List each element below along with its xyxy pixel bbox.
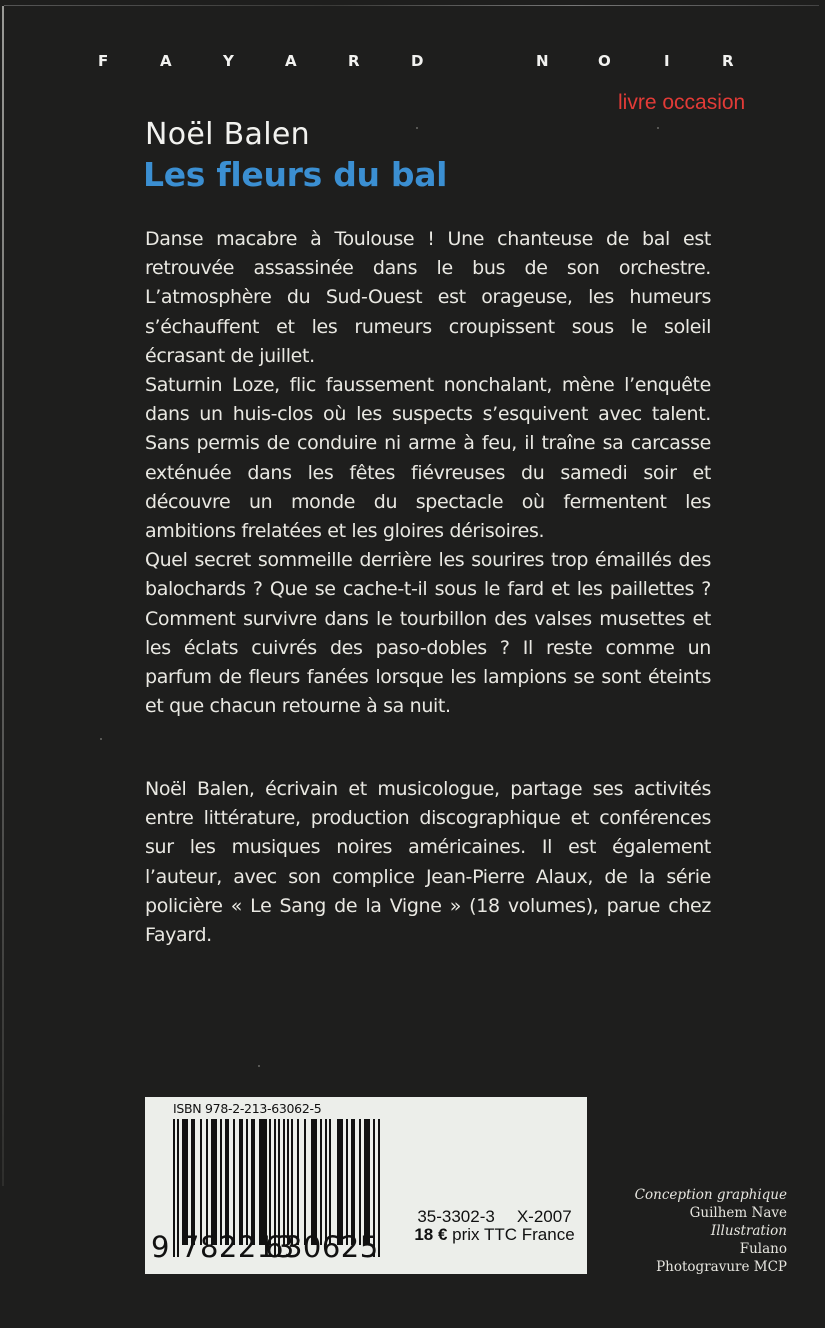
credit-name: Guilhem Nave — [689, 1205, 787, 1221]
bio-paragraph: Noël Balen, écrivain et musicologue, partage ses activités entre littérature, production discographique et conférences sur les musiques noires américaines. Il est également l’auteur, avec son complice Jean-Pierre Alaux, de la série policière « Le Sang de la Vigne » (18 volumes), parue chez Fayard. — [145, 778, 711, 947]
credits — [567, 1186, 787, 1276]
series-letter: R — [722, 52, 734, 70]
blurb-paragraph: Saturnin Loze, flic faussement nonchalant, mène l’enquête dans un huis-clos où les suspects s’esquivent avec talent. Sans permis de conduire ni arme à feu, il traîne sa carcasse exténuée dans les fêtes fiévreuses du samedi soir et découvre un monde du spectacle où fermentent les ambitions frelatées et les gloires dérisoires. — [145, 374, 711, 543]
barcode-label — [145, 1097, 587, 1274]
blurb-paragraph: Quel secret sommeille derrière les sourires trop émaillés des balochards ? Que se cache-t-il sous le fard et les paillettes ? Comment survivre dans le tourbillon des valses musettes et les éclats cuivrés des paso-dobles ? Il reste comme un parfum de fleurs fanées lorsque les lampions se sont éteints et que chacun retourne à sa nuit. — [145, 549, 711, 718]
credit-role: Illustration — [710, 1223, 787, 1239]
blurb-paragraph: Danse macabre à Toulouse ! Une chanteuse de bal est retrouvée assassinée dans le bus de son orchestre. L’atmosphère du Sud-Ouest est orageuse, les humeurs s’échauffent et les rumeurs croupissent sous le soleil écrasant de juillet. — [145, 228, 711, 367]
author-bio — [145, 775, 711, 950]
price-row — [407, 1226, 582, 1244]
series-letter: I — [664, 52, 670, 70]
series-letter: A — [285, 52, 297, 70]
credit-role: Conception graphique — [634, 1187, 787, 1203]
series-letter: Y — [223, 52, 234, 70]
cover-top-edge — [4, 5, 819, 6]
credit-name: Photogravure MCP — [656, 1259, 787, 1275]
isbn-number: ISBN 978-2-213-63062-5 — [173, 1101, 322, 1116]
dust-speck — [657, 127, 659, 129]
price-amount: 18 € — [414, 1225, 448, 1244]
reference-row — [407, 1208, 582, 1226]
series-letter: A — [160, 52, 172, 70]
price-info — [407, 1208, 582, 1244]
used-book-badge: livre occasion — [618, 91, 746, 114]
reference-code: 35-3302-3 — [417, 1207, 495, 1226]
date-code: X-2007 — [516, 1207, 572, 1226]
series-letter: R — [348, 52, 360, 70]
author-name: Noël Balen — [145, 117, 310, 152]
series-letter: N — [536, 52, 549, 70]
ean-right-group: 630625 — [265, 1230, 379, 1264]
series-letter: F — [98, 52, 109, 70]
dust-speck — [100, 738, 102, 740]
book-title: Les fleurs du bal — [143, 155, 448, 194]
credit-name: Fulano — [739, 1241, 787, 1257]
dust-speck — [258, 1065, 260, 1067]
series-name — [0, 52, 825, 76]
series-letter: O — [598, 52, 611, 70]
dust-speck — [416, 127, 418, 129]
book-blurb — [145, 225, 711, 721]
ean-left-group: 782213 — [181, 1230, 295, 1264]
ean-first-digit: 9 — [151, 1230, 170, 1264]
series-letter: D — [411, 52, 424, 70]
cover-left-edge — [2, 6, 4, 1186]
price-text: prix TTC France — [452, 1225, 575, 1244]
